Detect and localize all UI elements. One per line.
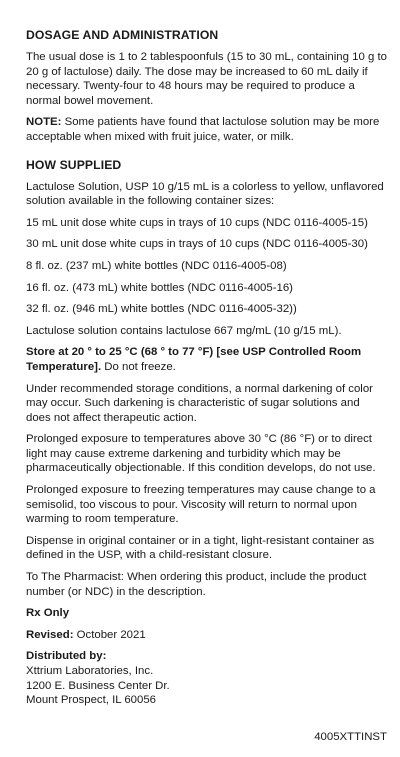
supplied-item: 32 fl. oz. (946 mL) white bottles (NDC 0116-4005-32))	[26, 303, 297, 316]
rx-only: Rx Only	[26, 607, 70, 620]
dispense-paragraph: Dispense in original container or in a tight, light-resistant container as defined in the USP, with a child-resistant closure.	[26, 534, 375, 562]
address-line: Mount Prospect, IL 60056	[26, 694, 157, 707]
freeze-paragraph: Prolonged exposure to freezing temperatures may cause change to a semisolid, too viscous to pour. Viscosity will return to normal upon warming to room temperature.	[26, 484, 376, 526]
address-line: Xttrium Laboratories, Inc.	[26, 665, 154, 677]
heat-paragraph: Prolonged exposure to temperatures above 30 °C (86 °F) or to direct light may cause extreme darkening and turbidity which may be pharmaceutically objectionable. If this condition develops, do not use.	[26, 433, 376, 475]
supplied-item: 30 mL unit dose white cups in trays of 10 cups (NDC 0116-4005-30)	[26, 238, 368, 251]
distributor-block	[26, 649, 387, 707]
supplied-item: 16 fl. oz. (473 mL) white bottles (NDC 0116-4005-16)	[26, 281, 293, 294]
address-line: 1200 E. Business Center Dr.	[26, 679, 170, 692]
supplied-item: 8 fl. oz. (237 mL) white bottles (NDC 0116-4005-08)	[26, 259, 287, 272]
darkening-paragraph: Under recommended storage conditions, a normal darkening of color may occur. Such darkening is characteristic of sugar solutions and does not affect therapeutic action.	[26, 382, 373, 424]
supplied-intro: Lactulose Solution, USP 10 g/15 mL is a colorless to yellow, unflavored solution available in the following container sizes:	[26, 180, 384, 208]
dosage-note	[26, 115, 387, 144]
dosage-paragraph: The usual dose is 1 to 2 tablespoonfuls (15 to 30 mL, containing 10 g to 20 g of lactulose) daily. The dose may be increased to 60 mL daily if necessary. Twenty-four to 48 hours may be required to produce a normal bowel movement.	[26, 51, 387, 107]
document-code: 4005XTTINST	[314, 731, 387, 743]
note-label: NOTE:	[26, 116, 62, 129]
distributed-label: Distributed by:	[26, 650, 107, 663]
supplied-item: 15 mL unit dose white cups in trays of 10 cups (NDC 0116-4005-15)	[26, 216, 368, 229]
revised-line	[26, 628, 387, 643]
storage-bold: Store at 20 ° to 25 °C (68 ° to 77 °F) [see USP Controlled Room Temperature].	[26, 346, 362, 373]
supplied-heading: HOW SUPPLIED	[26, 157, 122, 172]
storage-text	[26, 345, 387, 374]
storage-rest: Do not freeze.	[101, 360, 176, 373]
revised-label: Revised:	[26, 628, 74, 641]
contains-text: Lactulose solution contains lactulose 667 mg/mL (10 g/15 mL).	[26, 324, 342, 337]
dosage-heading: DOSAGE AND ADMINISTRATION	[26, 28, 219, 42]
revised-date: October 2021	[73, 628, 146, 641]
pharmacist-paragraph: To The Pharmacist: When ordering this product, include the product number (or NDC) in the description.	[26, 571, 367, 598]
note-text: Some patients have found that lactulose solution may be more acceptable when mixed with fruit juice, water, or milk.	[26, 116, 380, 143]
